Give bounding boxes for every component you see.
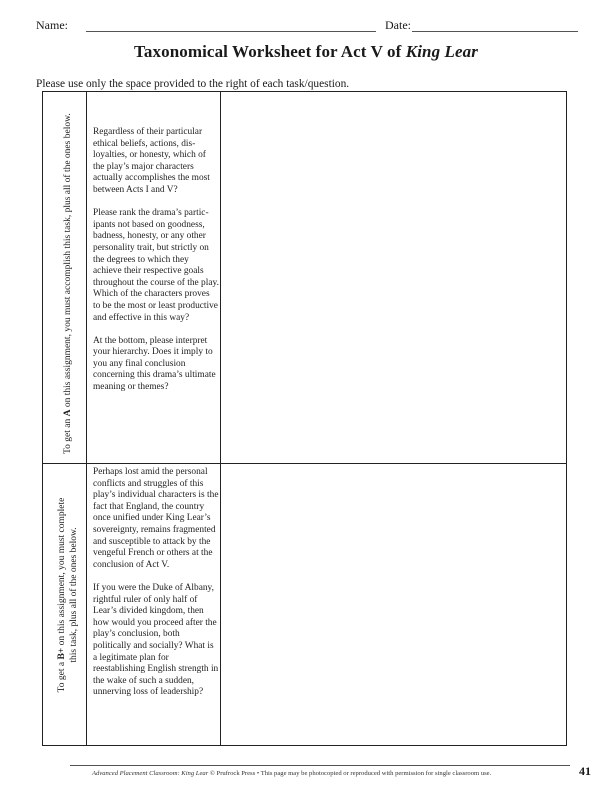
date-label: Date: bbox=[385, 18, 411, 32]
task-b-paragraph: If you were the Duke of Albany, rightful ruler of only half of Lear’s divided kingdom, then how would you proceed after the play’s conclusion, both politically and socially? What is a legitimate plan for reestablishing English strength in the wake of such a sudden, unnerving loss of leadership? bbox=[93, 582, 219, 698]
task-b-plus-text bbox=[93, 467, 219, 710]
task-a-paragraph: Please rank the drama’s participants not based on goodness, badness, honesty, or any other personality trait, but strictly on the degrees to which they achieve their respective goals throughout the course of the play. Which of the characters proves to be the most or least productive and effective in this way? bbox=[93, 208, 219, 323]
footer-text: Advanced Placement Classroom: King Lear © Prufrock Press • This page may be photocopied or reproduced with permission for single classroom use. bbox=[92, 770, 492, 777]
grade-label-a: To get an A on this assignment, you must accomplish this task, plus all of the ones below. bbox=[63, 113, 73, 454]
answer-area-a[interactable] bbox=[221, 92, 566, 462]
task-b-paragraph: Perhaps lost amid the personal conflicts and struggles of this play’s individual characters is the fact that England, the country once unified under King Lear’s sovereignty, remains fragmented and susceptible to attack by the vengeful French or others at the conclusion of Act V. bbox=[93, 467, 219, 570]
name-label: Name: bbox=[36, 18, 68, 32]
grade-label-b-plus: To get a B+ on this assignment, you must complete this task, plus all of the ones below. bbox=[57, 497, 79, 693]
page-number: 41 bbox=[579, 764, 591, 778]
task-a-paragraph: At the bottom, please interpret your hierarchy. Does it imply to you any final conclusion concerning this drama’s ultimate meaning or themes? bbox=[93, 335, 216, 393]
column-divider-1 bbox=[86, 91, 87, 746]
name-line[interactable] bbox=[86, 31, 376, 32]
task-a-paragraph: Regardless of their particular ethical beliefs, actions, disloyalties, or honesty, which of the play’s major characters actually accomplishes the most between Acts I and V? bbox=[93, 127, 210, 195]
task-a-text bbox=[93, 127, 219, 405]
footer-rule bbox=[70, 765, 570, 766]
date-line[interactable] bbox=[412, 31, 578, 32]
answer-area-b-plus[interactable] bbox=[221, 464, 566, 745]
instruction-text: Please use only the space provided to the right of each task/question. bbox=[36, 78, 350, 90]
page-title: Taxonomical Worksheet for Act V of King Lear bbox=[134, 42, 478, 61]
